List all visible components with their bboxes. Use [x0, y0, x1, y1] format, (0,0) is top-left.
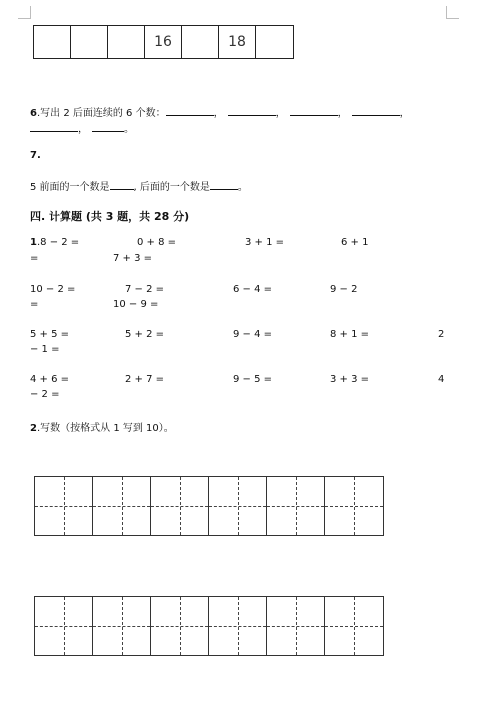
- question-number: 2: [30, 423, 37, 434]
- equation: 9 − 5 =: [233, 374, 273, 385]
- equation: 7 − 2 =: [125, 284, 165, 295]
- question-number: 7: [30, 150, 37, 161]
- question-2: [30, 419, 174, 434]
- number-cell: [256, 26, 293, 58]
- separator: ，: [399, 108, 410, 119]
- equation: 8 − 2 =: [40, 237, 80, 248]
- section-title: 四. 计算题 (共 3 题，共 28 分): [30, 210, 190, 223]
- answer-blank: [228, 106, 276, 116]
- separator: ，: [213, 108, 224, 119]
- question-number: 1: [30, 237, 37, 248]
- writing-cell[interactable]: [267, 597, 325, 655]
- question-dot: .: [36, 150, 41, 161]
- equation: 5 + 2 =: [125, 329, 165, 340]
- question-text: .写出 2 后面连续的 6 个数：: [36, 108, 166, 119]
- question-6-continued: [30, 120, 134, 135]
- number-sequence-row: [33, 25, 294, 59]
- answer-blank: [352, 106, 400, 116]
- writing-cell[interactable]: [325, 477, 383, 535]
- writing-cell[interactable]: [209, 477, 267, 535]
- writing-cell[interactable]: [209, 597, 267, 655]
- number-cell: 16: [145, 26, 182, 58]
- equation: − 1 =: [30, 344, 60, 355]
- answer-blank: [290, 106, 338, 116]
- equation: 6 + 1: [341, 237, 369, 248]
- answer-blank: [110, 180, 134, 190]
- writing-cell[interactable]: [151, 597, 209, 655]
- number-cell: [71, 26, 108, 58]
- writing-cell[interactable]: [93, 597, 151, 655]
- writing-grid-2: [34, 596, 384, 656]
- question-number: 6: [30, 108, 37, 119]
- equation: − 2 =: [30, 389, 60, 400]
- number-cell: 18: [219, 26, 256, 58]
- writing-cell[interactable]: [267, 477, 325, 535]
- equation: 10 − 2 =: [30, 284, 76, 295]
- question-text: 5 前面的一个数是: [30, 182, 110, 193]
- writing-cell[interactable]: [93, 477, 151, 535]
- equation: 5 + 5 =: [30, 329, 70, 340]
- separator: ，: [275, 108, 286, 119]
- equation: =: [30, 253, 39, 264]
- equation: =: [30, 299, 39, 310]
- question-7-text: [30, 178, 248, 193]
- equation: 2: [438, 329, 445, 340]
- equation: 9 − 2: [330, 284, 358, 295]
- writing-cell[interactable]: [151, 477, 209, 535]
- question-6: [30, 104, 410, 119]
- equation: 9 − 4 =: [233, 329, 273, 340]
- separator: ，: [78, 124, 88, 135]
- answer-blank: [166, 106, 214, 116]
- answer-blank: [30, 122, 78, 132]
- question-text: .写数（按格式从 1 写到 10）。: [36, 423, 174, 434]
- answer-blank: [210, 180, 238, 190]
- calc-row-1: 1.8 − 2 =: [30, 237, 80, 248]
- page-corner-mark-left: [18, 6, 31, 19]
- number-cell: [34, 26, 71, 58]
- period: 。: [124, 124, 134, 135]
- equation: 4: [438, 374, 445, 385]
- equation: 6 − 4 =: [233, 284, 273, 295]
- equation: 4 + 6 =: [30, 374, 70, 385]
- equation: 2 + 7 =: [125, 374, 165, 385]
- separator: ，: [337, 108, 348, 119]
- period: 。: [237, 182, 248, 193]
- question-7-number: [30, 150, 41, 161]
- writing-cell[interactable]: [35, 597, 93, 655]
- equation: 3 + 3 =: [330, 374, 370, 385]
- writing-cell[interactable]: [325, 597, 383, 655]
- equation: 10 − 9 =: [113, 299, 159, 310]
- equation: 3 + 1 =: [245, 237, 285, 248]
- number-cell: [108, 26, 145, 58]
- question-text: , 后面的一个数是: [133, 182, 210, 193]
- page-corner-mark-right: [446, 6, 459, 19]
- writing-cell[interactable]: [35, 477, 93, 535]
- equation: 0 + 8 =: [137, 237, 177, 248]
- equation: 7 + 3 =: [113, 253, 153, 264]
- writing-grid-1: [34, 476, 384, 536]
- number-cell: [182, 26, 219, 58]
- answer-blank: [92, 122, 124, 132]
- equation: 8 + 1 =: [330, 329, 370, 340]
